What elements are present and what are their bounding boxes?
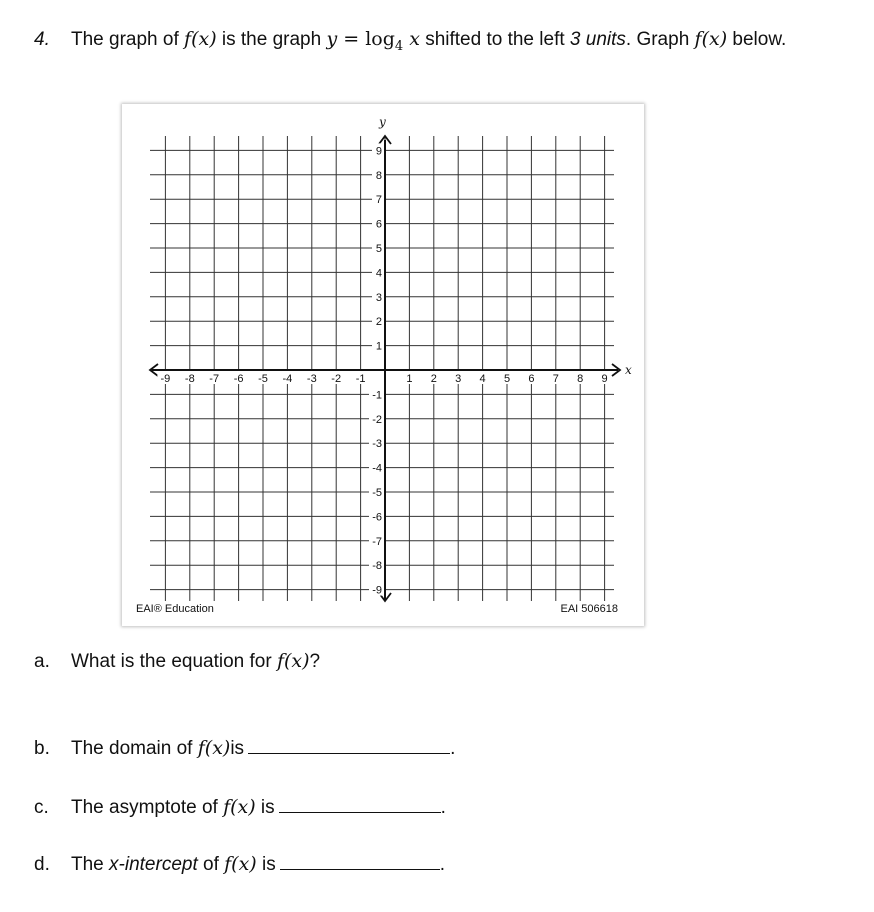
x-tick-label: -5 — [258, 373, 268, 385]
part-c-text: The asymptote of — [71, 797, 224, 818]
question-text-5: below. — [727, 29, 787, 50]
part-a — [34, 650, 320, 673]
x-tick-label: 1 — [406, 373, 413, 385]
x-tick-label: -2 — [331, 373, 342, 385]
shift-amount: 3 units — [569, 29, 626, 50]
x-tick-label: -6 — [233, 373, 244, 385]
x-tick-label: 5 — [503, 373, 511, 385]
x-tick-label: -1 — [355, 373, 366, 385]
coordinate-grid-figure — [122, 104, 644, 626]
y-tick-label: 4 — [375, 267, 382, 280]
x-tick-label: -4 — [282, 373, 293, 385]
x-tick-label: -7 — [209, 373, 220, 385]
part-d-text-1: The — [71, 854, 110, 875]
y-tick-label: -3 — [372, 438, 382, 451]
x-tick-label: -8 — [184, 373, 195, 385]
question-text-4: . Graph — [625, 29, 695, 50]
x-tick-label: 3 — [455, 373, 462, 385]
question-text-1: The graph of — [71, 29, 185, 50]
x-tick-label: 7 — [552, 373, 559, 385]
y-tick-label: 6 — [375, 218, 382, 231]
domain-answer-blank[interactable] — [248, 737, 450, 754]
part-d-is: is — [256, 854, 276, 875]
x-tick-label: 2 — [430, 373, 437, 385]
y-axis-label: y — [379, 115, 386, 129]
part-b-text: The domain of — [71, 738, 198, 759]
part-a-end: ? — [309, 651, 321, 672]
question-text-2: is the graph — [216, 29, 327, 50]
part-a-letter: a. — [34, 651, 50, 672]
y-tick-label: -6 — [372, 511, 382, 524]
x-tick-label: -3 — [306, 373, 317, 385]
asymptote-answer-blank[interactable] — [279, 796, 441, 813]
y-tick-label: -9 — [372, 584, 382, 597]
part-d-letter: d. — [34, 854, 50, 875]
part-c-period: . — [440, 797, 446, 818]
equation-log-base: 4 — [394, 38, 404, 54]
part-c-is: is — [255, 797, 275, 818]
y-tick-label: -7 — [372, 535, 382, 548]
part-c-fx: f(x) — [223, 796, 256, 818]
part-d-fx: f(x) — [224, 853, 257, 875]
part-b — [34, 737, 455, 760]
y-tick-label: 3 — [375, 291, 382, 304]
part-a-text: What is the equation for — [71, 651, 277, 672]
part-b-letter: b. — [34, 738, 50, 759]
part-b-fx: f(x) — [197, 737, 231, 759]
function-notation-2: f(x) — [694, 28, 728, 50]
x-intercept-answer-blank[interactable] — [280, 853, 440, 870]
y-tick-label: 9 — [375, 145, 382, 158]
part-d — [34, 853, 445, 876]
y-tick-label: 8 — [375, 169, 382, 182]
x-tick-label: 6 — [528, 373, 535, 385]
function-notation: f(x) — [184, 28, 217, 50]
credit-right: EAI 506618 — [560, 603, 618, 615]
part-c — [34, 796, 446, 819]
y-tick-label: -5 — [372, 487, 382, 499]
y-tick-label: -1 — [372, 389, 382, 402]
question-text — [34, 28, 786, 54]
y-tick-label: -4 — [372, 462, 382, 475]
equation-x: x — [403, 28, 420, 50]
coordinate-grid[interactable] — [122, 104, 644, 626]
y-tick-label: -8 — [372, 560, 382, 573]
x-tick-label: 8 — [577, 373, 584, 385]
y-tick-label: 7 — [375, 194, 382, 207]
part-d-text-2: of — [197, 854, 225, 875]
question-text-3: shifted to the left — [419, 29, 570, 50]
y-tick-label: -2 — [372, 413, 382, 426]
question-number: 4. — [34, 29, 50, 50]
credit-left: EAI® Education — [136, 603, 214, 615]
part-d-period: . — [439, 854, 445, 875]
part-c-letter: c. — [34, 797, 49, 818]
y-tick-label: 1 — [375, 340, 382, 353]
y-tick-label: 5 — [375, 243, 382, 255]
part-b-is: is — [230, 738, 245, 759]
y-tick-label: 2 — [375, 316, 382, 329]
x-axis-label: x — [625, 363, 632, 377]
equation-log: log — [365, 28, 395, 50]
equation-equals: = — [337, 28, 366, 50]
part-b-period: . — [450, 738, 456, 759]
x-tick-label: 9 — [601, 373, 608, 385]
equation-y: y — [326, 28, 338, 50]
x-tick-label: -9 — [160, 373, 171, 385]
part-a-fx: f(x) — [276, 650, 310, 672]
part-d-italic: x-intercept — [109, 854, 198, 875]
x-tick-label: 4 — [479, 373, 486, 385]
